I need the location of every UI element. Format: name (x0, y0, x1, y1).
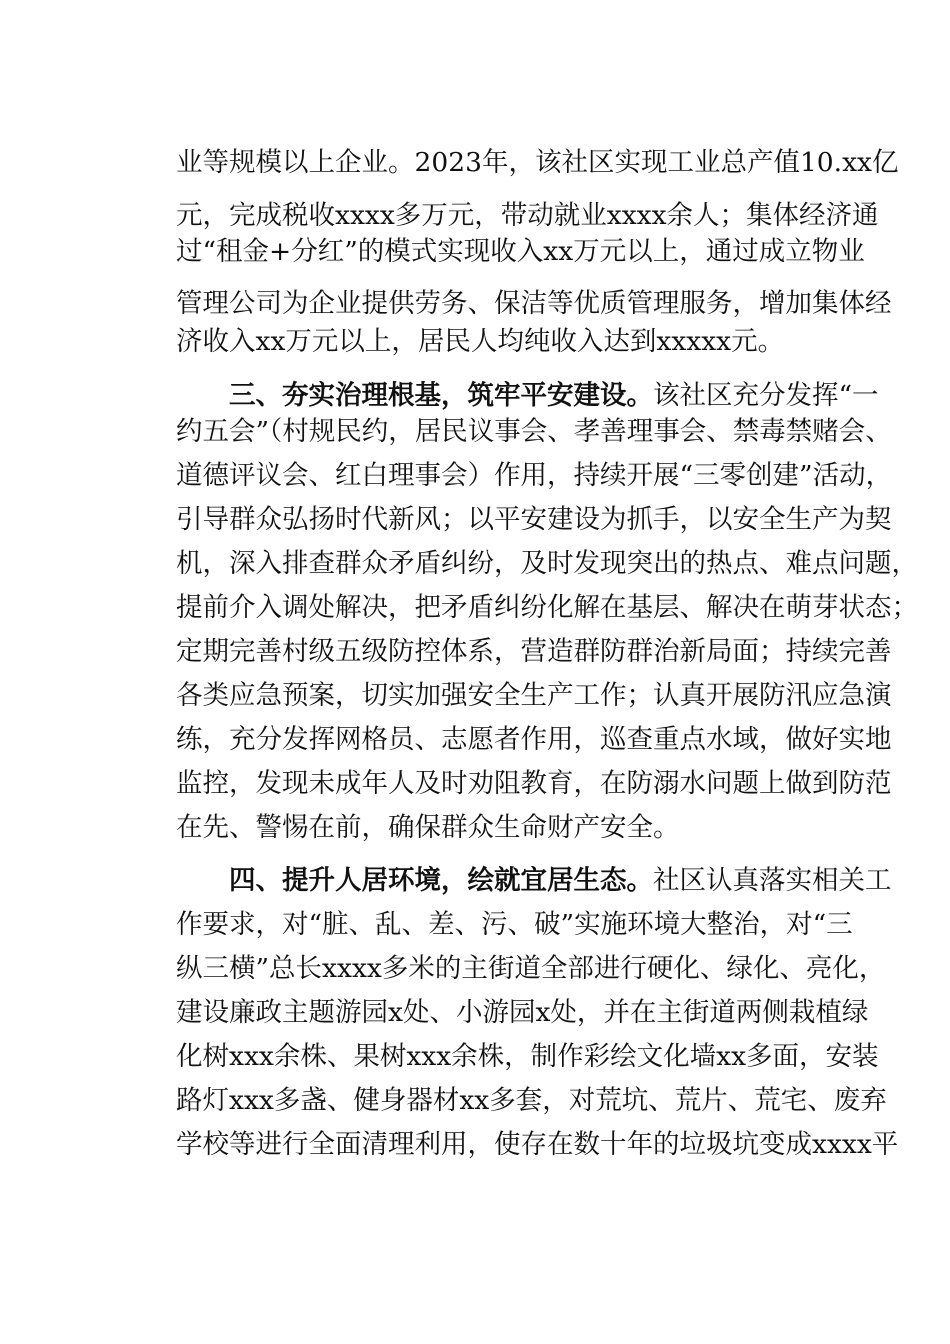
paragraph-2-line-5: 机，深入排查群众矛盾纠纷，及时发现突出的热点、难点问题， (176, 548, 918, 579)
paragraph-2-line-9: 练，充分发挥网格员、志愿者作用，巡查重点水域，做好实地 (176, 724, 892, 755)
paragraph-2-line-4: 引导群众弘扬时代新风；以平安建设为抓手，以安全生产为契 (176, 504, 892, 535)
paragraph-3-line-7: 学校等进行全面清理利用，使存在数十年的垃圾坑变成xxxx平 (176, 1129, 899, 1160)
paragraph-3-line-3: 纵三横”总长xxxx多米的主街道全部进行硬化、绿化、亮化， (176, 953, 886, 984)
paragraph-3-first-line-text: 社区认真落实相关工 (653, 865, 892, 896)
paragraph-2-line-10: 监控，发现未成年人及时劝阻教育，在防溺水问题上做到防范 (176, 768, 892, 799)
section-4-heading: 四、提升人居环境，绘就宜居生态。 (229, 865, 653, 896)
paragraph-3-line-5: 化树xxx余株、果树xxx余株，制作彩绘文化墙xx多面，安装 (176, 1041, 879, 1072)
paragraph-2-line-6: 提前介入调处解决，把矛盾纠纷化解在基层、解决在萌芽状态； (176, 592, 918, 623)
paragraph-1-line-4: 管理公司为企业提供劳务、保洁等优质管理服务，增加集体经 (176, 288, 892, 319)
paragraph-2-line-7: 定期完善村级五级防控体系，营造群防群治新局面；持续完善 (176, 636, 892, 667)
paragraph-3-line-6: 路灯xxx多盏、健身器材xx多套，对荒坑、荒片、荒宅、废弃 (176, 1085, 887, 1116)
paragraph-2-line-8: 各类应急预案，切实加强安全生产工作；认真开展防汛应急演 (176, 680, 892, 711)
paragraph-1-line-1: 业等规模以上企业。2023年，该社区实现工业总产值10.xx亿 (176, 147, 899, 178)
paragraph-1-line-2: 元，完成税收xxxx多万元，带动就业xxxx余人；集体经济通 (176, 200, 879, 231)
paragraph-2-line-2: 约五会”（村规民约，居民议事会、孝善理事会、禁毒禁赌会、 (176, 416, 892, 447)
paragraph-1-line-3: 过“租金+分红”的模式实现收入xx万元以上，通过成立物业 (176, 236, 865, 267)
paragraph-2-line-3: 道德评议会、红白理事会）作用，持续开展“三零创建”活动， (176, 460, 893, 491)
section-3-heading: 三、夯实治理根基，筑牢平安建设。 (229, 380, 653, 411)
paragraph-1-line-5: 济收入xx万元以上，居民人均纯收入达到xxxxx元。 (176, 326, 785, 357)
paragraph-2-line-11: 在先、警惕在前，确保群众生命财产安全。 (176, 812, 680, 843)
paragraph-3-line-2: 作要求，对“脏、乱、差、污、破”实施环境大整治，对“三 (176, 909, 853, 940)
paragraph-3-line-1 (229, 859, 892, 903)
paragraph-3-line-4: 建设廉政主题游园x处、小游园x处，并在主街道两侧栽植绿 (176, 997, 869, 1028)
paragraph-2-first-line-text: 该社区充分发挥“一 (653, 380, 879, 411)
